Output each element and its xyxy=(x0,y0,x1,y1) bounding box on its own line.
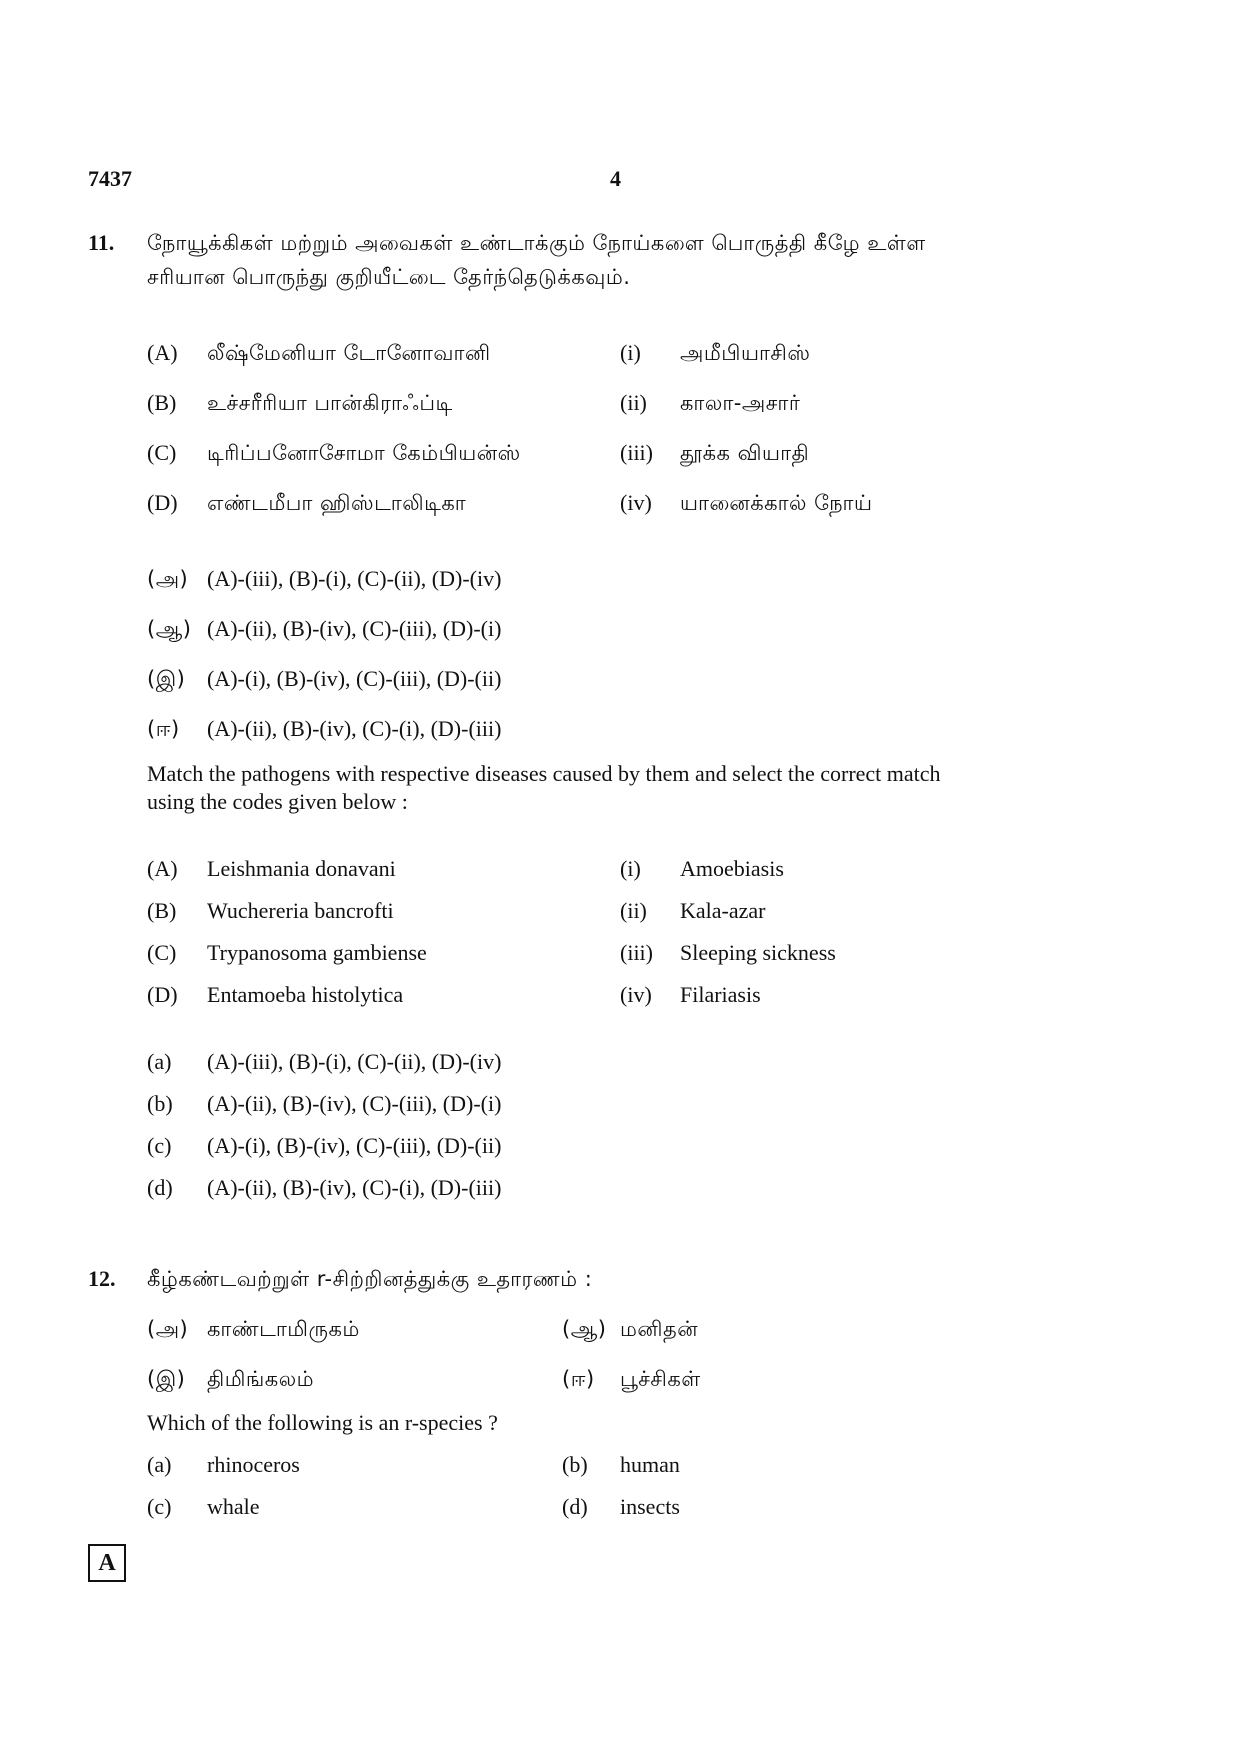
q12-english-option-text: whale xyxy=(207,1494,260,1519)
q11-english-left-text: Entamoeba histolytica xyxy=(207,982,404,1007)
q11-tamil-question-line2: சரியான பொருந்து குறியீட்டை தேர்ந்தெடுக்கவும். xyxy=(147,265,631,289)
q11-english-right-text: Sleeping sickness xyxy=(680,940,836,965)
q12-english-option-key: (d) xyxy=(562,1494,588,1519)
q11-english-question-line2: using the codes given below : xyxy=(147,789,408,814)
q11-english-right-text: Kala-azar xyxy=(680,898,766,923)
q11-tamil-right-key: (iv) xyxy=(620,490,652,515)
q12-tamil-option-text: காண்டாமிருகம் xyxy=(207,1317,360,1341)
q12-tamil-option-text: பூச்சிகள் xyxy=(620,1367,701,1391)
q11-english-right-key: (iii) xyxy=(620,940,653,965)
q12-tamil-option-key: (ஆ) xyxy=(562,1317,607,1341)
q11-english-left-key: (A) xyxy=(147,856,178,881)
q11-english-left-key: (D) xyxy=(147,982,178,1007)
q12-tamil-question: கீழ்கண்டவற்றுள் r-சிற்றினத்துக்கு உதாரணம் : xyxy=(147,1267,593,1291)
question-11-number: 11. xyxy=(88,230,115,255)
q11-tamil-right-key: (i) xyxy=(620,340,641,365)
q11-tamil-left-key: (A) xyxy=(147,340,178,365)
q11-tamil-left-text: உச்சரீரியா பான்கிராஃப்டி xyxy=(207,391,453,415)
q11-english-option-text: (A)-(ii), (B)-(iv), (C)-(i), (D)-(iii) xyxy=(207,1175,502,1200)
q11-english-left-key: (B) xyxy=(147,898,177,923)
q11-tamil-left-text: லீஷ்மேனியா டோனோவானி xyxy=(207,341,491,365)
q11-english-option-key: (a) xyxy=(147,1049,172,1074)
q11-tamil-right-key: (ii) xyxy=(620,390,647,415)
q11-tamil-right-text: அமீபியாசிஸ் xyxy=(680,341,811,365)
q11-english-left-text: Leishmania donavani xyxy=(207,856,396,881)
q12-tamil-option-key: (இ) xyxy=(147,1367,186,1391)
q11-tamil-option-key: (இ) xyxy=(147,667,186,691)
q11-english-left-text: Trypanosoma gambiense xyxy=(207,940,427,965)
q11-english-right-text: Amoebiasis xyxy=(680,856,784,881)
q12-tamil-option-key: (அ) xyxy=(147,1317,189,1341)
series-box: A xyxy=(88,1544,126,1582)
q11-english-left-text: Wuchereria bancrofti xyxy=(207,898,394,923)
q11-english-right-text: Filariasis xyxy=(680,982,761,1007)
q11-english-option-text: (A)-(ii), (B)-(iv), (C)-(iii), (D)-(i) xyxy=(207,1091,502,1116)
q11-tamil-left-key: (B) xyxy=(147,390,177,415)
q11-english-option-text: (A)-(iii), (B)-(i), (C)-(ii), (D)-(iv) xyxy=(207,1049,502,1074)
q12-tamil-option-text: மனிதன் xyxy=(620,1317,699,1341)
q11-tamil-option-text: (A)-(i), (B)-(iv), (C)-(iii), (D)-(ii) xyxy=(207,666,502,691)
q11-tamil-right-text: யானைக்கால் நோய் xyxy=(680,491,873,515)
q11-tamil-option-key: (ஆ) xyxy=(147,617,192,641)
q12-english-question: Which of the following is an r-species ? xyxy=(147,1410,498,1435)
q11-tamil-left-key: (D) xyxy=(147,490,178,515)
q11-english-right-key: (ii) xyxy=(620,898,647,923)
q11-tamil-question-line1: நோயூக்கிகள் மற்றும் அவைகள் உண்டாக்கும் நோய்களை பொருத்தி கீழே உள்ள xyxy=(147,231,926,255)
q12-english-option-key: (a) xyxy=(147,1452,172,1477)
paper-code: 7437 xyxy=(88,166,132,191)
q12-english-option-key: (c) xyxy=(147,1494,172,1519)
page-number: 4 xyxy=(610,166,621,191)
question-12-number: 12. xyxy=(88,1266,116,1291)
q12-english-option-text: insects xyxy=(620,1494,680,1519)
q12-english-option-text: rhinoceros xyxy=(207,1452,300,1477)
q12-english-option-key: (b) xyxy=(562,1452,588,1477)
q11-english-option-key: (d) xyxy=(147,1175,173,1200)
q11-tamil-left-text: எண்டமீபா ஹிஸ்டாலிடிகா xyxy=(207,491,467,515)
q11-english-right-key: (i) xyxy=(620,856,641,881)
q11-english-question-line1: Match the pathogens with respective diseases caused by them and select the correct match xyxy=(147,761,941,786)
q11-english-right-key: (iv) xyxy=(620,982,652,1007)
q12-tamil-option-key: (ஈ) xyxy=(562,1367,595,1391)
q11-tamil-right-key: (iii) xyxy=(620,440,653,465)
q11-tamil-option-key: (அ) xyxy=(147,567,189,591)
q11-english-option-key: (c) xyxy=(147,1133,172,1158)
q11-english-left-key: (C) xyxy=(147,940,177,965)
q11-tamil-option-text: (A)-(ii), (B)-(iv), (C)-(i), (D)-(iii) xyxy=(207,716,502,741)
q11-tamil-right-text: காலா-அசார் xyxy=(680,391,801,415)
q12-english-option-text: human xyxy=(620,1452,680,1477)
q11-english-option-text: (A)-(i), (B)-(iv), (C)-(iii), (D)-(ii) xyxy=(207,1133,502,1158)
q11-tamil-left-key: (C) xyxy=(147,440,177,465)
q11-tamil-option-text: (A)-(ii), (B)-(iv), (C)-(iii), (D)-(i) xyxy=(207,616,502,641)
q11-tamil-left-text: டிரிப்பனோசோமா கேம்பியன்ஸ் xyxy=(207,441,521,465)
q12-tamil-option-text: திமிங்கலம் xyxy=(207,1367,315,1391)
q11-tamil-option-text: (A)-(iii), (B)-(i), (C)-(ii), (D)-(iv) xyxy=(207,566,502,591)
q11-tamil-option-key: (ஈ) xyxy=(147,717,180,741)
q11-tamil-right-text: தூக்க வியாதி xyxy=(680,441,810,465)
q11-english-option-key: (b) xyxy=(147,1091,173,1116)
